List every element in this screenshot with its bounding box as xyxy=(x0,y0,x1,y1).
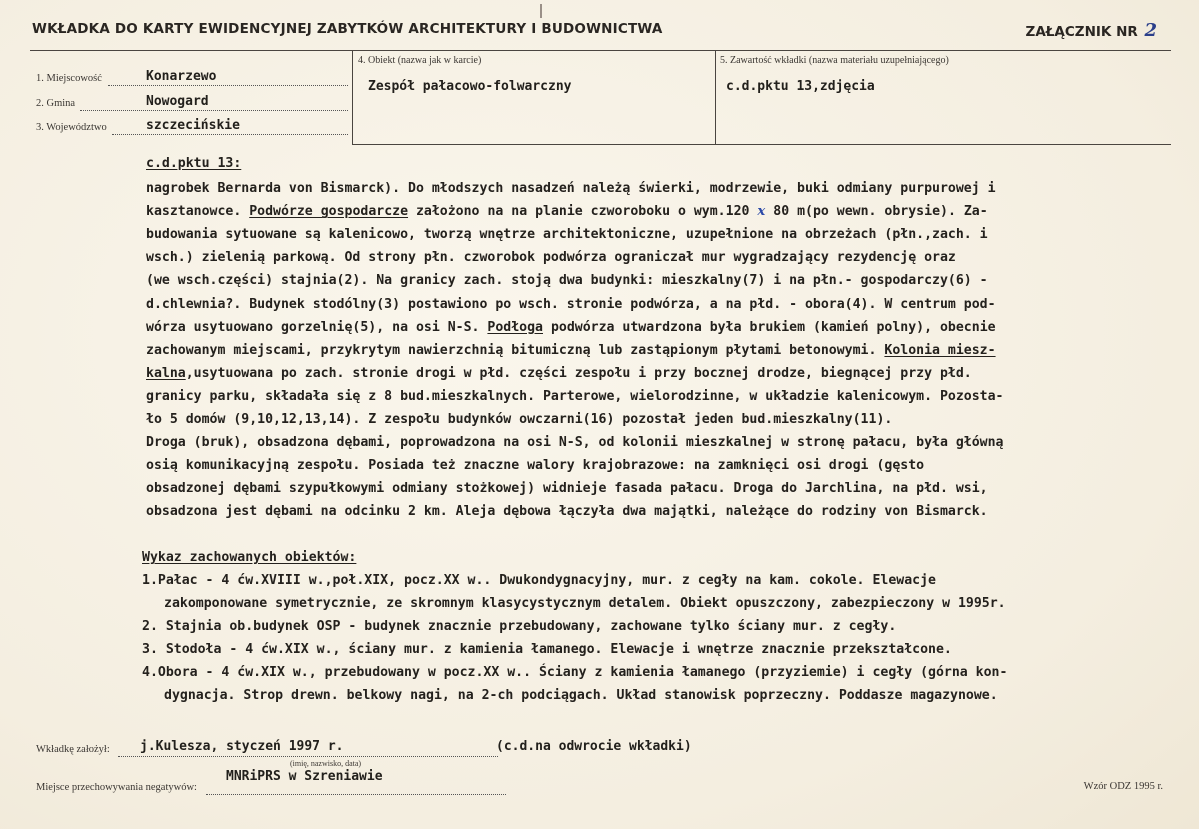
storage-value: MNRiPRS w Szreniawie xyxy=(226,769,383,784)
form-title: WKŁADKA DO KARTY EWIDENCYJNEJ ZABYTKÓW ARCHITEKTURY I BUDOWNICTWA xyxy=(32,21,663,37)
body-line: kalna,usytuowana po zach. stronie drogi w płd. części zespołu i przy bocznej drodze, biegnącej przy płd. xyxy=(146,365,972,381)
body-line: obsadzona jest dębami na odcinku 2 km. Aleja dębowa łączyła dwa majątki, należące do rodziny von Bismarck. xyxy=(146,504,988,520)
body-line: ło 5 domów (9,10,12,13,14). Z zespołu budynków owczarni(16) pozostał jeden bud.mieszkalny(11). xyxy=(146,412,893,428)
body-line: nagrobek Bernarda von Bismarck). Do młodszych nasadzeń należą świerki, modrzewie, buki odmiany purpurowej i xyxy=(146,181,996,197)
list-item: 4.Obora - 4 ćw.XIX w., przebudowany w pocz.XX w.. Ściany z kamienia łamanego (przyziemie) i cegły (górna kon- xyxy=(142,665,1008,680)
list-item: 1.Pałac - 4 ćw.XVIII w.,poł.XIX, pocz.XX w.. Dwukondygnacyjny, mur. z cegły na kam. cokole. Elewacje xyxy=(142,573,936,588)
commune-value: Nowogard xyxy=(146,94,209,109)
attachment-label: ZAŁĄCZNIK NR xyxy=(1025,24,1138,40)
object-label: 4. Obiekt (nazwa jak w karcie) xyxy=(358,55,482,66)
body-line: obsadzonej dębami szypułkowymi odmiany stożkowej) widnieje fasada pałacu. Droga do Jarchlina, na płd. wsi, xyxy=(146,481,988,497)
description-body xyxy=(146,152,1046,524)
place-value: Konarzewo xyxy=(146,69,217,84)
founder-line xyxy=(118,756,498,757)
founder-hint: (imię, nazwisko, data) xyxy=(290,759,362,768)
box-bottom-rule xyxy=(352,144,1171,145)
preserved-objects-list xyxy=(142,546,1007,707)
body-line: budowania sytuowane są kalenicowo, tworzą wnętrze architektoniczne, uzupełnione na obrzeżach (płn.,zach. i xyxy=(146,227,988,243)
founder-label: Wkładkę założył: xyxy=(36,744,110,755)
contents-label: 5. Zawartość wkładki (nazwa materiału uzupełniającego) xyxy=(720,55,949,66)
header-rule xyxy=(30,50,1171,51)
body-line: (we wsch.części) stajnia(2). Na granicy zach. stoją dwa budynki: mieszkalny(7) i na płn.- gospodarczy(6) - xyxy=(146,273,988,289)
object-value: Zespół pałacowo-folwarczny xyxy=(368,79,572,94)
colony-heading: Kolonia miesz- xyxy=(884,342,996,358)
continued-note: (c.d.na odwrocie wkładki) xyxy=(496,739,692,754)
courtyard-heading: Podwórze gospodarcze xyxy=(249,204,409,220)
voivodeship-line xyxy=(112,134,348,135)
place-line xyxy=(108,85,348,86)
list-item-cont: dygnacja. Strop drewn. belkowy nagi, na 2-ch podciągach. Układ stanowisk poprzeczny. Poddasze magazynowe. xyxy=(164,688,998,703)
floor-heading: Podłoga xyxy=(487,319,543,335)
form-id: Wzór ODZ 1995 r. xyxy=(1083,781,1163,792)
storage-label: Miejsce przechowywania negatywów: xyxy=(36,782,197,793)
divider-object xyxy=(352,50,353,144)
body-line: d.chlewnia?. Budynek stodólny(3) postawiono po wsch. stronie podwórza, a na płd. - obora(4). W centrum pod- xyxy=(146,296,996,312)
contents-value: c.d.pktu 13,zdjęcia xyxy=(726,79,875,94)
list-item-cont: zakomponowane symetrycznie, ze skromnym klasycystycznym detalem. Obiekt opuszczony, zabezpieczony w 1995r. xyxy=(164,596,1006,611)
list-heading: Wykaz zachowanych obiektów: xyxy=(142,550,357,565)
body-line: kasztanowce. Podwórze gospodarcze założono na na planie czworoboku o wym.120 x 80 m(po wewn. obrysie). Za- xyxy=(146,204,988,220)
body-heading: c.d.pktu 13: xyxy=(146,156,242,171)
registration-mark xyxy=(540,4,542,18)
place-label: 1. Miejscowość xyxy=(36,73,102,84)
voivodeship-label: 3. Województwo xyxy=(36,122,107,133)
commune-line xyxy=(80,110,348,111)
list-item: 3. Stodoła - 4 ćw.XIX w., ściany mur. z kamienia łamanego. Elewacje i wnętrze znacznie przekształcone. xyxy=(142,642,952,657)
attachment-number xyxy=(1026,20,1157,41)
body-line: Droga (bruk), obsadzona dębami, poprowadzona na osi N-S, od kolonii mieszkalnej w stronę pałacu, była główną xyxy=(146,435,1004,451)
body-line: granicy parku, składała się z 8 bud.mieszkalnych. Parterowe, wielorodzinne, w układzie kalenicowym. Pozosta- xyxy=(146,388,1004,404)
founder-value: j.Kulesza, styczeń 1997 r. xyxy=(140,739,344,754)
voivodeship-value: szczecińskie xyxy=(146,118,240,133)
handwritten-x: x xyxy=(757,204,766,220)
body-line: osią komunikacyjną zespołu. Posiada też znaczne walory krajobrazowe: na zamknięci osi drogi (gęsto xyxy=(146,458,925,474)
body-line: wsch.) zielenią parkową. Od strony płn. czworobok podwórza ograniczał mur wygradzający rezydencję oraz xyxy=(146,250,956,266)
body-line: zachowanym miejscami, przykrytym nawierzchnią bitumiczną lub zastąpionym płytami betonowymi. Kolonia miesz- xyxy=(146,342,996,358)
attachment-number-handwritten: 2 xyxy=(1144,20,1157,41)
storage-line xyxy=(206,794,506,795)
body-line: wórza usytuowano gorzelnię(5), na osi N-S. Podłoga podwórza utwardzona była brukiem (kamień polny), obecnie xyxy=(146,319,996,335)
commune-label: 2. Gmina xyxy=(36,98,76,109)
list-item: 2. Stajnia ob.budynek OSP - budynek znacznie przebudowany, zachowane tylko ściany mur. z cegły. xyxy=(142,619,897,634)
colony-heading-cont: kalna xyxy=(146,365,186,381)
divider-contents xyxy=(715,50,716,144)
